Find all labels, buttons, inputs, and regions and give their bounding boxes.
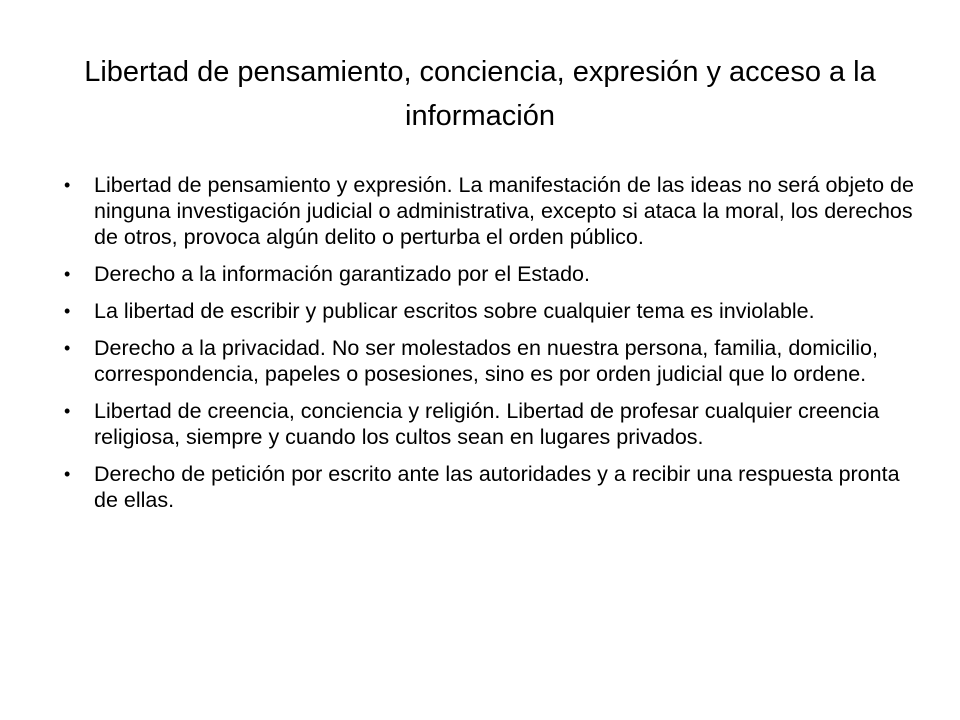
bullet-item [64,398,914,450]
bullet-icon: • [64,175,71,195]
bullet-item [64,335,914,387]
bullet-icon: • [64,301,71,321]
bullet-icon: • [64,264,71,284]
bullet-icon: • [64,338,71,358]
bullet-text: La libertad de escribir y publicar escritos sobre cualquier tema es inviolable. [94,299,815,323]
bullet-icon: • [64,401,71,421]
bullet-icon: • [64,464,71,484]
bullet-item [64,172,914,250]
bullet-text: Derecho a la privacidad. No ser molestados en nuestra persona, familia, domicilio, correspondencia, papeles o posesiones, sino es por orden judicial que lo ordene. [94,336,878,386]
bullet-text: Derecho a la información garantizado por el Estado. [94,262,590,286]
bullet-text: Derecho de petición por escrito ante las autoridades y a recibir una respuesta pronta de ellas. [94,462,900,512]
bullet-list [64,172,914,524]
bullet-item [64,461,914,513]
bullet-item [64,261,914,287]
bullet-item [64,298,914,324]
bullet-text: Libertad de creencia, conciencia y religión. Libertad de profesar cualquier creencia religiosa, siempre y cuando los cultos sean en lugares privados. [94,399,880,449]
slide-title: Libertad de pensamiento, conciencia, expresión y acceso a la información [84,56,876,132]
bullet-text: Libertad de pensamiento y expresión. La manifestación de las ideas no será objeto de ninguna investigación judicial o administrativa, excepto si ataca la moral, los derechos de otros, provoca algún delito o perturba el orden público. [94,173,914,249]
